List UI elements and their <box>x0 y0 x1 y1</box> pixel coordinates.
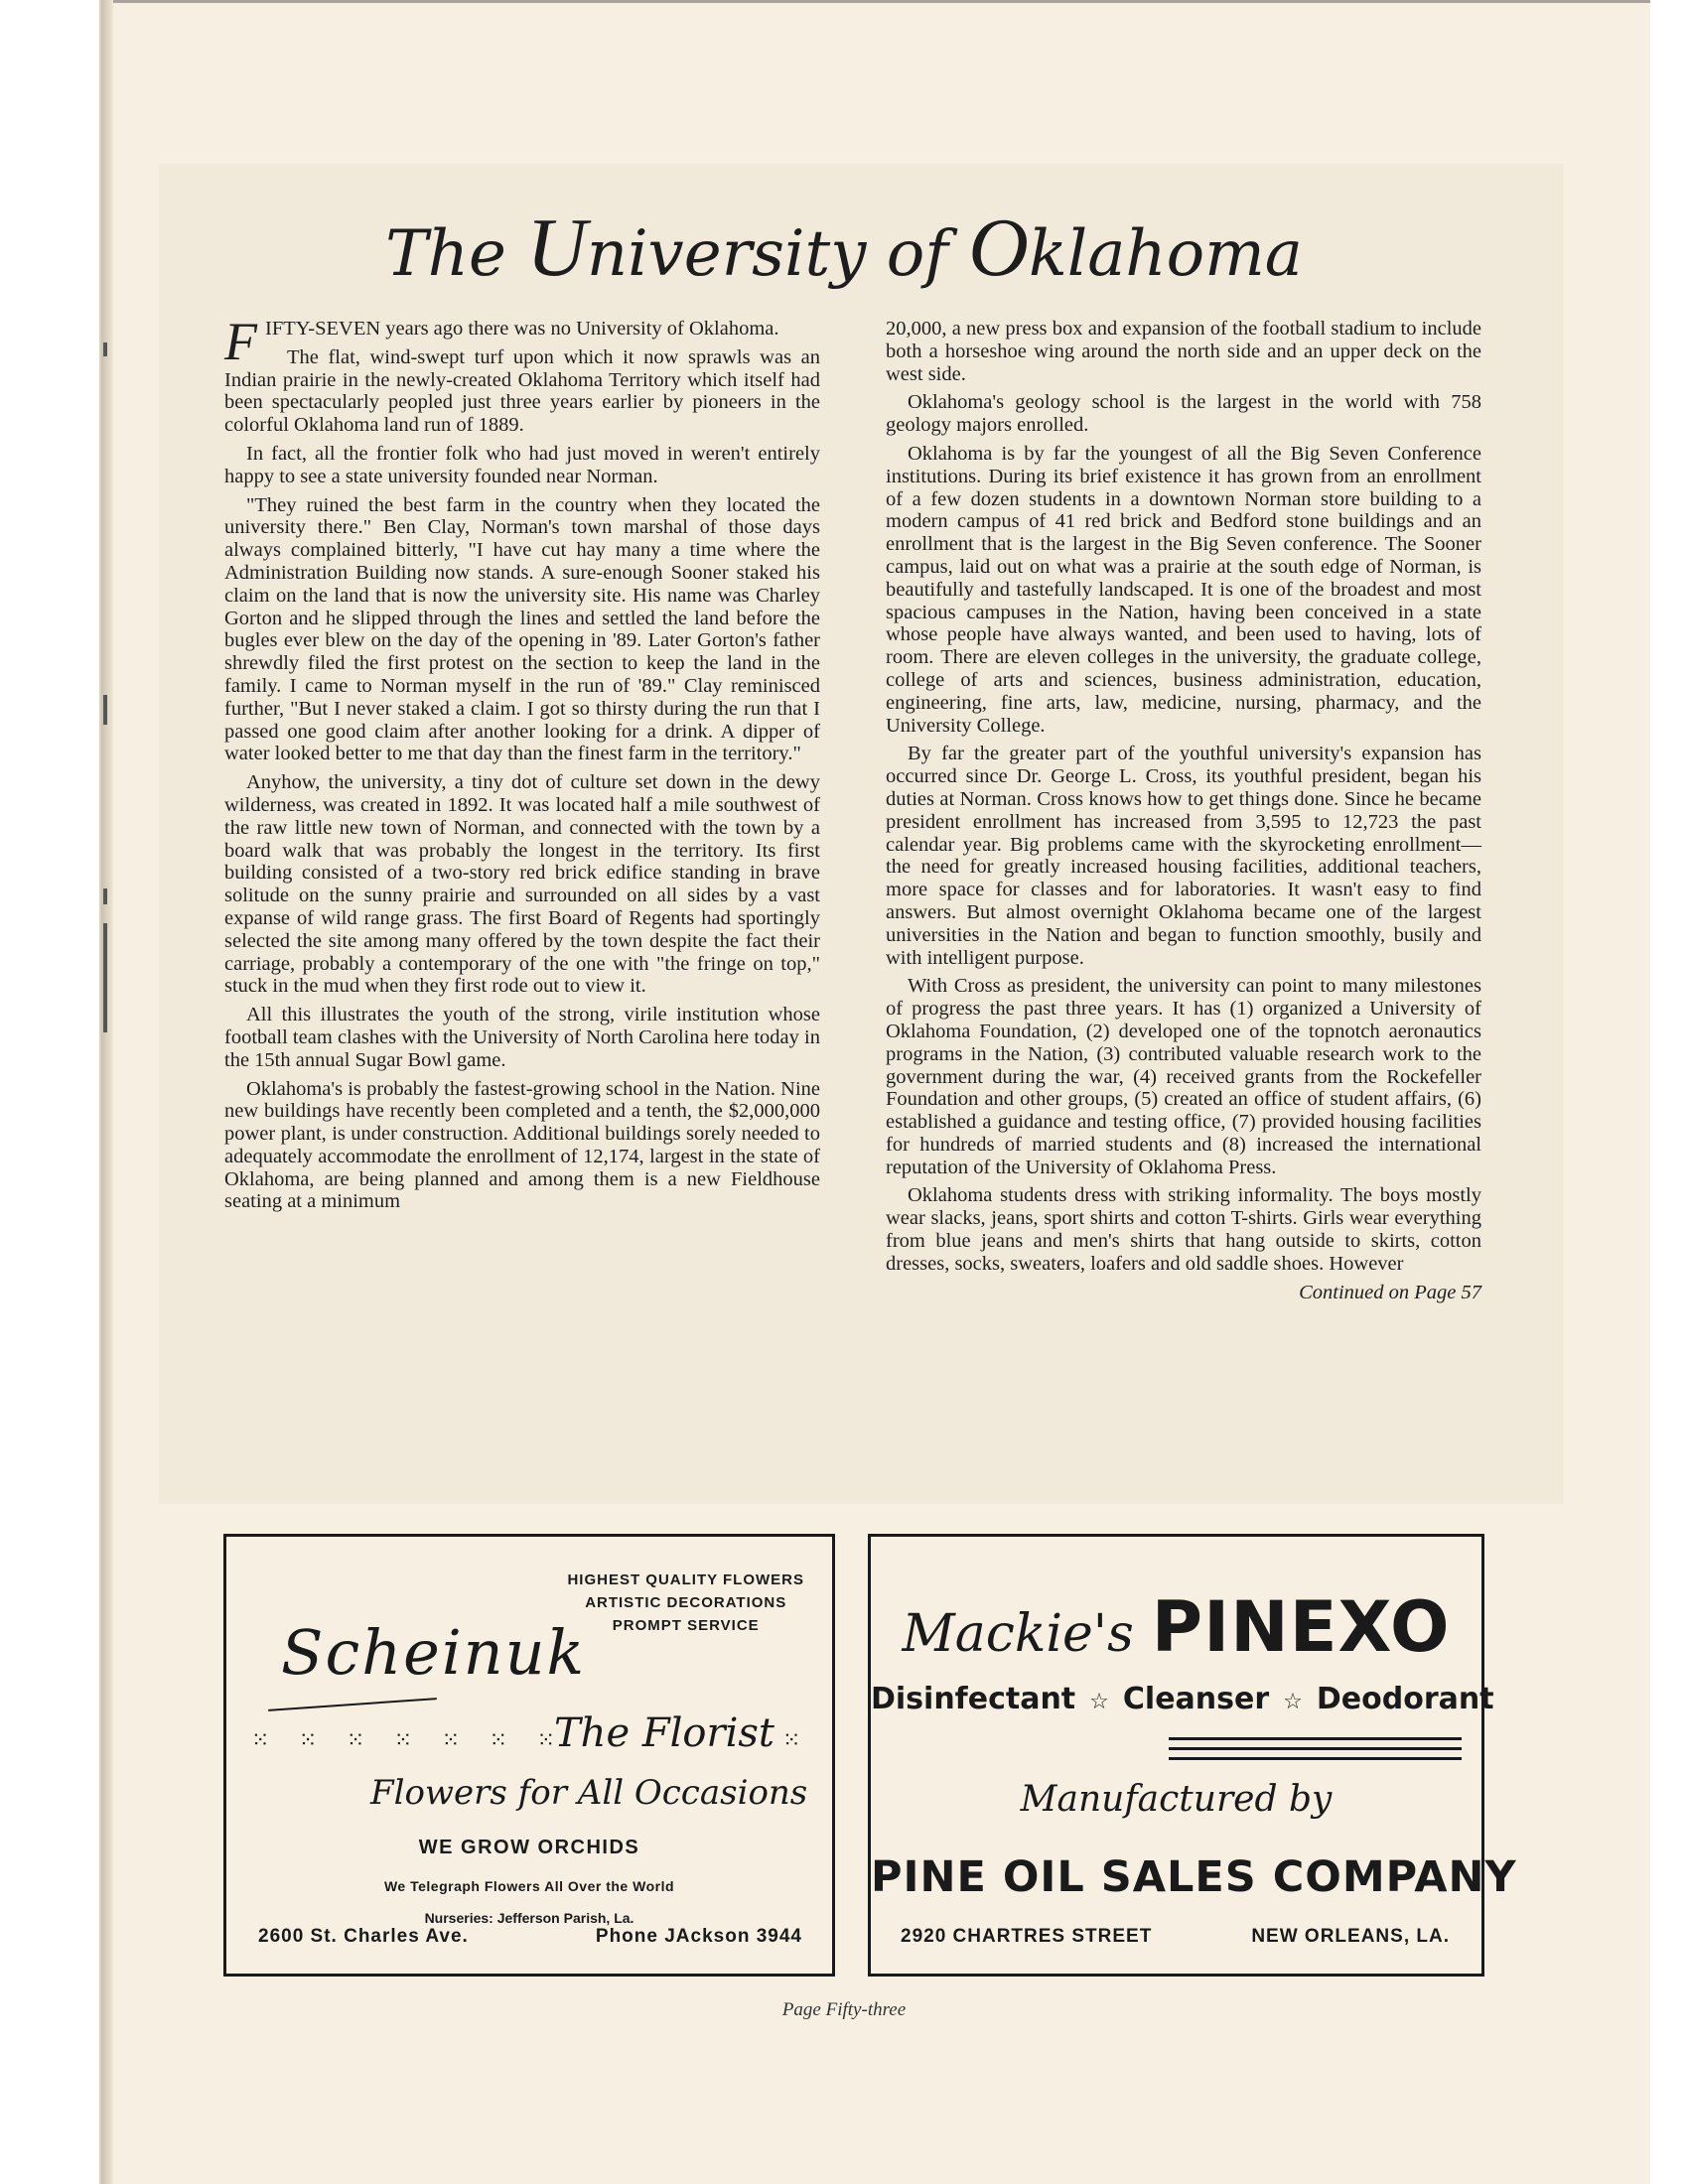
continued-note: Continued on Page 57 <box>1299 1281 1481 1303</box>
brand-name: PINEXO <box>1151 1586 1451 1668</box>
florist-tagline <box>567 1569 804 1637</box>
florist-slogan: Flowers for All Occasions <box>370 1773 808 1813</box>
company-name: PINE OIL SALES COMPANY <box>871 1852 1517 1902</box>
pinexo-brand-line <box>871 1586 1481 1668</box>
divider-rule <box>1169 1757 1462 1760</box>
paragraph-text: IFTY-SEVEN years ago there was no University of Oklahoma. <box>265 318 779 340</box>
divider-rule <box>1169 1737 1462 1740</box>
article-paragraph: Oklahoma's is probably the fastest-growing school in the Nation. Nine new buildings have recently been completed and a tenth, the $2,000,000 power plant, is under construction. Additional buildings sorely needed to adequately accommodate the enrollment of 12,174, largest in the state of Oklahoma, are being planned and among them is a new Fieldhouse seating at a minimum <box>224 1077 820 1213</box>
brand-script: Mackie's <box>902 1604 1134 1664</box>
name-underline <box>268 1698 437 1711</box>
article-paragraph: The flat, wind-swept turf upon which it now sprawls was an Indian prairie in the newly-created Oklahoma Territory which itself had been spectacularly peopled just three years earlier by pioneers in the colorful Oklahoma land run of 1889. <box>224 345 820 437</box>
florist-phone: Phone JAckson 3944 <box>595 1926 802 1947</box>
article-column-right <box>886 318 1481 1309</box>
article-paragraph: Oklahoma students dress with striking informality. The boys mostly wear slacks, jeans, sport shirts and cotton T-shirts. Girls wear everything from blue jeans and men's shirts that hang outside to skirts, cotton dresses, socks, sweaters, loafers and old saddle shoes. However <box>886 1184 1481 1275</box>
article-paragraph: Anyhow, the university, a tiny dot of culture set down in the dewy wilderness, was created in 1892. It was located half a mile southwest of the raw little new town of Norman, and connected with the town by a board walk that was probably the longest in the territory. Its first building consisted of a two-story red brick edifice standing in brave solitude on the sunny prairie and surrounded on all sides by a vast expanse of wild range grass. The first Board of Regents had sportingly selected the site among many offered by the town despite the fact their carriage, probably a contemporary of the one with "the fringe on top," stuck in the mud when they first rode out to view it. <box>224 771 820 998</box>
ornament-dots: ⁙ ⁙ ⁙ ⁙ ⁙ ⁙ ⁙ <box>251 1727 568 1752</box>
florist-subtitle: The Florist <box>554 1710 774 1756</box>
binding-mark <box>103 695 107 725</box>
orchids-line: WE GROW ORCHIDS <box>418 1837 640 1858</box>
use-cleanser: Cleanser <box>1122 1682 1270 1716</box>
tagline-line: HIGHEST QUALITY FLOWERS <box>567 1571 804 1588</box>
drop-cap: F <box>224 312 257 371</box>
page-binding <box>101 0 113 2184</box>
nurseries-line: Nurseries: Jefferson Parish, La. <box>424 1910 634 1926</box>
product-uses <box>871 1682 1494 1716</box>
title-word-klahoma: klahoma <box>1028 217 1303 291</box>
title-word-niversity: niversity <box>586 217 867 291</box>
pinexo-advertisement <box>868 1534 1517 1977</box>
page-number: Page Fifty-three <box>781 1999 907 2020</box>
company-street: 2920 CHARTRES STREET <box>901 1926 1153 1947</box>
title-word-the: The <box>385 217 506 291</box>
title-swash-u: U <box>526 202 587 294</box>
article-paragraph: Oklahoma is by far the youngest of all the Big Seven Conference institutions. During its brief existence it has grown from an enrollment of a few dozen students in a downtown Norman store building to a modern campus of 41 red brick and Bedford stone buildings and an enrollment that is the largest in the Big Seven conference. The Sooner campus, laid out on what was a prairie at the south edge of Norman, is beautifully and tastefully landscaped. It is one of the broadest and most spacious campuses in the Nation, having been conceived in a state whose people have always wanted, and been used to having, lots of room. There are eleven colleges in the university, the graduate college, college of arts and sciences, business administration, education, engineering, fine arts, law, medicine, nursing, pharmacy, and the University College. <box>886 442 1481 737</box>
divider-rule <box>1169 1747 1462 1750</box>
article-column-left <box>224 312 820 1219</box>
page-top-edge <box>101 0 1650 3</box>
article-paragraph: By far the greater part of the youthful university's expansion has occurred since Dr. George L. Cross, its youthful president, began his duties at Norman. Cross knows how to get things done. Since he became president enrollment has increased from 3,595 to 12,723 the past calendar year. Big problems came with the skyrocketing enrollment—the need for greatly increased housing facilities, additional teachers, more space for classes and for laboratories. It wasn't easy to find answers. But almost overnight Oklahoma became one of the largest universities in the Nation and began to function smoothly, busily and with intelligent purpose. <box>886 743 1481 969</box>
article-paragraph <box>224 312 820 371</box>
article-paragraph: In fact, all the frontier folk who had just moved in weren't entirely happy to see a state university founded near Norman. <box>224 442 820 487</box>
article-paragraph: All this illustrates the youth of the strong, virile institution whose football team clashes with the University of North Carolina here today in the 15th annual Sugar Bowl game. <box>224 1004 820 1071</box>
binding-mark <box>103 888 107 904</box>
article-paragraph: "They ruined the best farm in the country when they located the university there." Ben Clay, Norman's town marshal of those days always complained bitterly, "I have cut hay many a time where the Administration Building now stands. A sure-enough Sooner staked his claim on the land that is now the university site. His name was Charley Gorton and he slipped through the lines and settled the land before the bugles ever blew on the day of the opening in '89. Later Gorton's father shrewdly filed the first protest on the section to keep the land in the family. I came to Norman myself in the run of '89." Clay reminisced further, "But I never staked a claim. I got so thirsty during the run that I passed one good claim after another looking for a drink. A dipper of water looked better to me that day than the finest farm in the territory." <box>224 493 820 765</box>
use-disinfectant: Disinfectant <box>871 1682 1076 1716</box>
article-paragraph: Oklahoma's geology school is the largest in the world with 758 geology majors enrolled. <box>886 391 1481 437</box>
article-paragraph: With Cross as president, the university can point to many milestones of progress the past three years. It has (1) organized a University of Oklahoma Foundation, (2) developed one of the topnotch aeronautics programs in the Nation, (3) contributed valuable research work to the government during the war, (4) received grants from the Rockefeller Foundation and other groups, (5) created an office of student affairs, (6) established a guidance and testing office, (7) provided housing facilities for hundreds of married students and (8) increased the international reputation of the University of Oklahoma Press. <box>886 975 1481 1178</box>
use-deodorant: Deodorant <box>1316 1682 1494 1716</box>
binding-mark <box>103 342 107 356</box>
florist-name: Scheinuk <box>281 1616 587 1689</box>
manufactured-by: Manufactured by <box>1020 1779 1333 1820</box>
article-paragraph: 20,000, a new press box and expansion of the football stadium to include both a horseshoe wing around the north side and an upper deck on the west side. <box>886 318 1481 385</box>
ornament-dot: ⁙ <box>782 1727 801 1752</box>
binding-mark <box>103 923 107 1032</box>
star-icon: ☆ <box>1089 1690 1109 1714</box>
tagline-line: ARTISTIC DECORATIONS <box>585 1594 787 1611</box>
florist-address: 2600 St. Charles Ave. <box>258 1926 469 1947</box>
title-swash-o: O <box>968 202 1029 294</box>
tagline-line: PROMPT SERVICE <box>612 1617 760 1634</box>
title-word-of: of <box>886 217 948 291</box>
florist-advertisement <box>223 1534 835 1977</box>
telegraph-line: We Telegraph Flowers All Over the World <box>383 1878 675 1894</box>
article-title <box>218 191 1470 305</box>
star-icon: ☆ <box>1283 1690 1303 1714</box>
company-city: NEW ORLEANS, LA. <box>1251 1926 1450 1947</box>
